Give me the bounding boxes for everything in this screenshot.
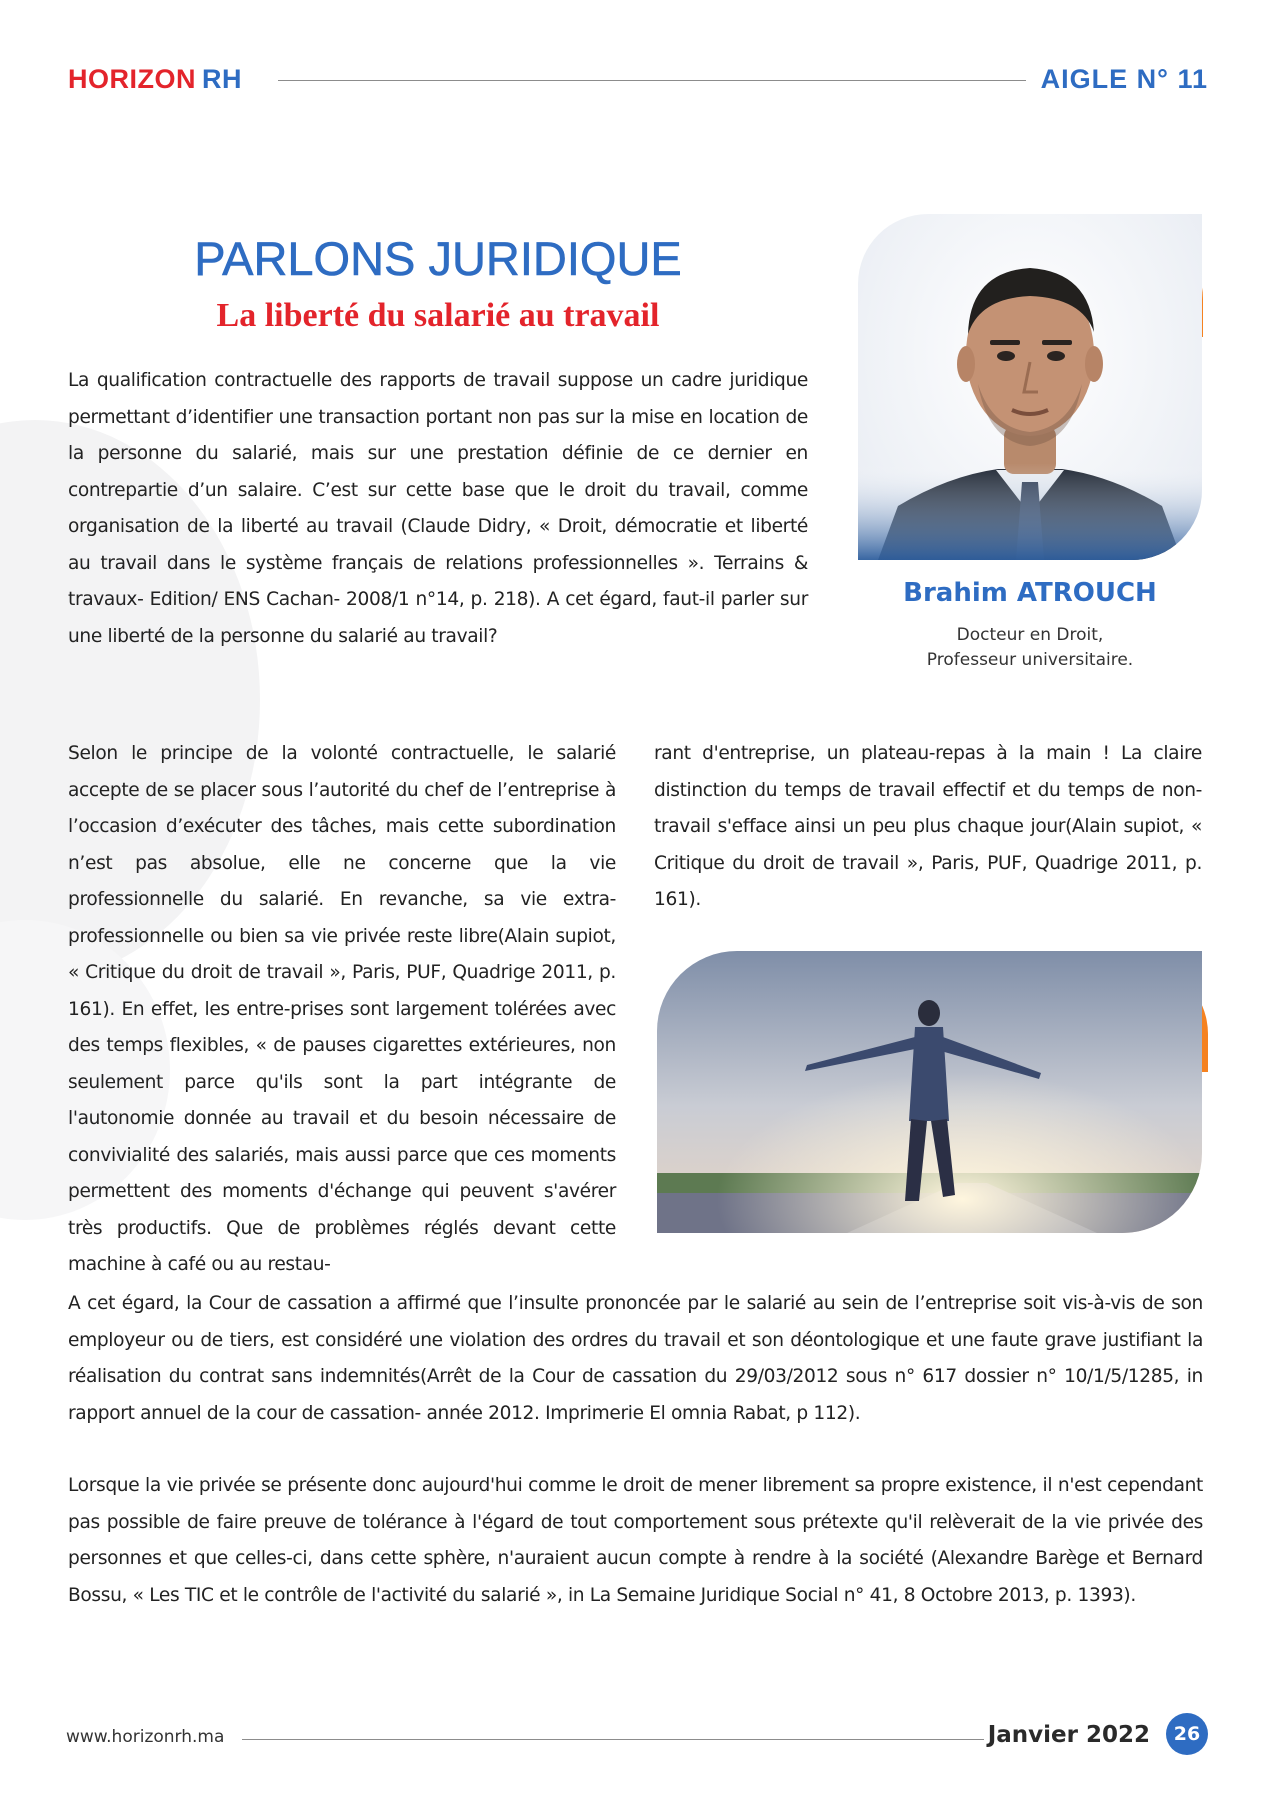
author-role: Docteur en Droit, bbox=[956, 625, 1104, 645]
body-column-left: Selon le principe de la volonté contractuelle, le salarié accepte de se placer sous l’autorité du chef de l’entreprise à l’occasion d’exécuter des tâches, mais cette subordination n’est pas absolue, elle ne concerne que la vie professionnelle du salarié. En revanche, sa vie extra- professionnelle ou bien sa vie privée reste libre(Alain supiot, « Critique du droit de travail », Paris, PUF, Quadrige 2011, p. 161). En effet, les entre-prises sont largement tolérées avec des temps flexibles, « de pauses cigarettes extérieures, non seulement parce qu'ils sont la part intégrante de l'autonomie donnée au travail et du besoin nécessaire de convivialité des salariés, mais aussi parce que ces moments permettent des moments d'échange qui peuvent s'avérer très productifs. Que de problèmes réglés devant cette machine à café ou au restau- bbox=[68, 743, 616, 1275]
body-column-right: rant d'entreprise, un plateau-repas à la main ! La claire distinction du temps de travail effectif et du temps de non-travail s'efface ainsi un peu plus chaque jour(Alain supiot, « Critique du droit de travail », Paris, PUF, Quadrige 2011, p. 161). bbox=[654, 743, 1202, 910]
section-title: PARLONS JURIDIQUE bbox=[194, 232, 682, 285]
footer-divider bbox=[242, 1739, 984, 1740]
author-affiliation: Professeur universitaire. bbox=[926, 650, 1134, 670]
author-name: Brahim ATROUCH bbox=[903, 578, 1157, 608]
issue-date: Janvier 2022 bbox=[987, 1722, 1150, 1748]
article-subtitle: La liberté du salarié au travail bbox=[216, 297, 660, 334]
body-paragraph: A cet égard, la Cour de cassation a affirmé que l’insulte prononcée par le salarié au sein de l’entreprise soit vis-à-vis de son employeur ou de tiers, est considéré une violation des ordres du travail et son déontologique et une faute grave justifiant la réalisation du contrat sans indemnités(Arrêt de la Cour de cassation du 29/03/2012 sous n° 617 dossier n° 10/1/5/1285, in rapport annuel de la cour de cassation- année 2012. Imprimerie El omnia Rabat, p 112). bbox=[68, 1293, 1203, 1424]
logo-rh: RH bbox=[202, 64, 242, 94]
page-number-badge: 26 bbox=[1166, 1713, 1208, 1755]
intro-paragraph: La qualification contractuelle des rapports de travail suppose un cadre juridique permettant d’identifier une transaction portant non pas sur la mise en location de la personne du salarié, mais sur une prestation définie de ce dernier en contrepartie d’un salaire. C’est sur cette base que le droit du travail, comme organisation de la liberté au travail (Claude Didry, « Droit, démocratie et liberté au travail dans le système français de relations professionnelles ». Terrains & travaux- Edition/ ENS Cachan- 2008/1 n°14, p. 218). A cet égard, faut-il parler sur une liberté de la personne du salarié au travail? bbox=[68, 370, 808, 647]
portrait-illustration bbox=[858, 214, 1202, 560]
issue-number: AIGLE N° 11 bbox=[1040, 64, 1208, 94]
header-divider bbox=[278, 80, 1026, 81]
footer-website-link[interactable]: www.horizonrh.ma bbox=[66, 1727, 225, 1747]
logo-horizon: HORIZON bbox=[68, 64, 196, 94]
author-photo bbox=[858, 214, 1202, 560]
man-walking-road-illustration bbox=[657, 951, 1202, 1233]
freedom-photo bbox=[657, 951, 1202, 1233]
magazine-logo bbox=[68, 64, 242, 95]
body-paragraph: Lorsque la vie privée se présente donc aujourd'hui comme le droit de mener librement sa propre existence, il n'est cependant pas possible de faire preuve de tolérance à l'égard de tout comportement sous prétexte qu'il relèverait de la vie privée des personnes et que celles-ci, dans cette sphère, n'auraient aucun compte à rendre à la société (Alexandre Barège et Bernard Bossu, « Les TIC et le contrôle de l'activité du salarié », in La Semaine Juridique Social n° 41, 8 Octobre 2013, p. 1393). bbox=[68, 1475, 1203, 1606]
